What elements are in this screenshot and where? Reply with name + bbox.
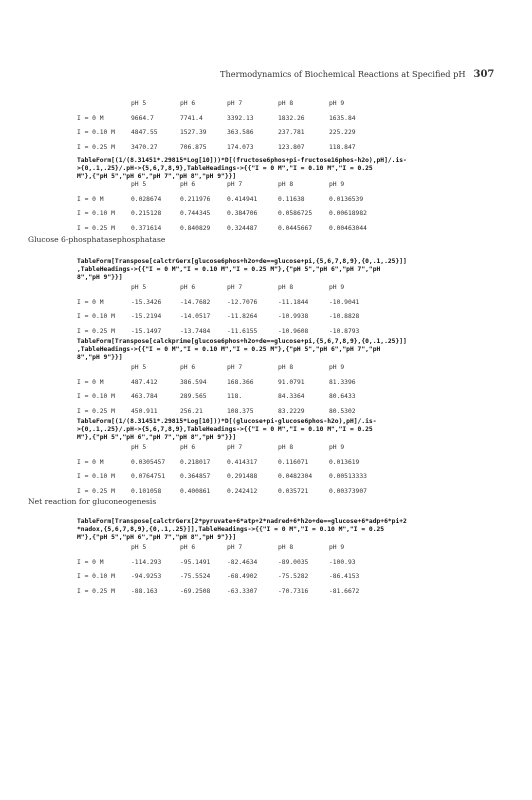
table-cell: 0.0764751 [131,473,166,480]
table-cell: 0.0445667 [278,224,313,232]
table-row [77,560,517,567]
column-header: pH 5 [131,181,147,188]
table-cell: -11.1844 [278,298,309,306]
table-cell: -86.4153 [329,573,360,580]
row-label: I = 0 M [77,195,104,203]
column-header: pH 6 [180,364,196,371]
table-header-row [77,285,517,292]
table-cell: 0.242412 [227,487,258,495]
column-header: pH 6 [180,544,196,551]
table-header-row [77,182,517,189]
table-cell: 174.073 [227,143,254,151]
column-header: pH 8 [278,444,294,451]
table-cell: -11.6155 [227,327,258,335]
result-table-6 [77,545,517,596]
table-row [77,197,517,204]
table-cell: 118.847 [329,143,356,151]
table-header-row [77,101,517,108]
page-number: 307 [473,69,495,80]
table-cell: 91.0791 [278,378,305,386]
row-label: I = 0.25 M [77,487,115,495]
table-cell: 363.586 [227,129,254,136]
table-cell: -10.9041 [329,298,360,306]
table-cell: -14.0517 [180,313,211,320]
command-line: TableForm[(1/(8.31451*.29815*Log[10]))*D[(glucose+pi-glucose6phos-h2o),pH]/.is- [77,418,377,425]
result-table-4 [77,365,517,416]
table-cell: 3470.27 [131,143,158,151]
table-cell: 0.291488 [227,473,258,480]
command-line: M"},{"pH 5","pH 6","pH 7","pH 8","pH 9"}}] [77,534,237,541]
table-cell: -63.3307 [227,587,258,595]
table-cell: -14.7682 [180,298,211,306]
command-block-1 [77,157,517,181]
table-cell: 463.784 [131,393,158,400]
table-cell: -69.2508 [180,587,211,595]
column-header: pH 7 [227,100,243,107]
table-cell: 0.0482304 [278,473,313,480]
table-cell: -70.7316 [278,587,309,595]
table-row [77,574,517,581]
table-cell: 487.412 [131,378,158,386]
table-row [77,314,517,321]
table-cell: 256.21 [180,407,203,415]
column-header: pH 5 [131,544,147,551]
table-cell: 0.00513333 [329,473,367,480]
table-cell: -12.7076 [227,298,258,306]
column-header: pH 5 [131,100,147,107]
column-header: pH 6 [180,181,196,188]
table-cell: -11.8264 [227,313,258,320]
command-line: ,TableHeadings->{{"I = 0 M","I = 0.10 M","I = 0.25 M"},{"pH 5","pH 6","pH 7","pH [77,266,381,273]
table-cell: 1832.26 [278,114,305,122]
row-label: I = 0 M [77,298,104,306]
table-cell: 0.840829 [180,224,211,232]
table-cell: -68.4902 [227,573,258,580]
row-label: I = 0.25 M [77,407,115,415]
table-cell: 0.0305457 [131,458,166,466]
table-row [77,409,517,416]
command-line: TableForm[Transpose[calctrGerx[glucose6phos+h2o+de==glucose+pi,{5,6,7,8,9},{0,.1,.25}]] [77,258,407,265]
table-cell: -75.5282 [278,573,309,580]
table-row [77,489,517,496]
table-cell: 0.364857 [180,473,211,480]
table-cell: 0.101058 [131,487,162,495]
column-header: pH 5 [131,444,147,451]
table-row [77,211,517,218]
table-cell: 80.6433 [329,393,356,400]
command-block-5 [77,518,517,542]
table-cell: 0.00463044 [329,224,367,232]
table-cell: 0.0136539 [329,195,364,203]
table-cell: 0.414941 [227,195,258,203]
result-table-2 [77,182,517,233]
column-header: pH 8 [278,284,294,291]
table-cell: 80.5302 [329,407,356,415]
table-cell: 0.00618982 [329,210,367,217]
row-label: I = 0.25 M [77,587,115,595]
column-header: pH 5 [131,364,147,371]
table-cell: 0.0586725 [278,210,313,217]
column-header: pH 8 [278,181,294,188]
command-line: M"},{"pH 5","pH 6","pH 7","pH 8","pH 9"}}] [77,434,237,441]
table-cell: 3392.13 [227,114,254,122]
column-header: pH 7 [227,284,243,291]
table-cell: 0.744345 [180,210,211,217]
command-line: >{0,.1,.25}/.pH->{5,6,7,8,9},TableHeadings->{{"I = 0 M","I = 0.10 M","I = 0.25 [77,426,373,433]
table-cell: 4847.55 [131,129,158,136]
row-label: I = 0.25 M [77,224,115,232]
command-line: 8","pH 9"}}] [77,274,123,281]
table-cell: 7741.4 [180,114,203,122]
column-header: pH 9 [329,444,345,451]
table-cell: -88.163 [131,587,158,595]
column-header: pH 9 [329,364,345,371]
column-header: pH 6 [180,100,196,107]
row-label: I = 0.10 M [77,129,115,136]
command-block-4 [77,418,517,442]
row-label: I = 0.25 M [77,327,115,335]
table-row [77,226,517,233]
table-cell: -10.9608 [278,327,309,335]
table-cell: -15.1497 [131,327,162,335]
table-cell: 0.11638 [278,195,305,203]
command-line: TableForm[(1/(8.31451*.29815*Log[10]))*D[(fructose6phos+pi-fructose16phos-h2o),pH]/.is- [77,157,407,164]
table-cell: 9664.7 [131,114,154,122]
table-row [77,130,517,137]
table-row [77,116,517,123]
table-row [77,589,517,596]
row-label: I = 0.10 M [77,210,115,217]
section-heading-gluconeogenesis: Net reaction for gluconeogenesis [28,497,157,506]
row-label: I = 0.10 M [77,313,115,320]
table-row [77,394,517,401]
command-block-3 [77,338,517,362]
table-cell: -94.9253 [131,573,162,580]
column-header: pH 8 [278,544,294,551]
command-line: TableForm[Transpose[calctrGerx[2*pyruvate+6*atp+2*nadred+6*h2o+de==glucose+6*adp+6*pi+2 [77,518,407,525]
column-header: pH 9 [329,100,345,107]
table-cell: 84.3364 [278,393,305,400]
table-row [77,329,517,336]
command-line: TableForm[Transpose[calckprime[glucose6phos+h2o+de==glucose+pi,{5,6,7,8,9},{0,.1,.25}]] [77,338,407,345]
command-block-2 [77,258,517,282]
row-label: I = 0 M [77,558,104,566]
table-cell: 0.035721 [278,487,309,495]
table-cell: 168.366 [227,378,254,386]
table-cell: 0.324487 [227,224,258,232]
column-header: pH 5 [131,284,147,291]
table-cell: -10.8793 [329,327,360,335]
table-header-row [77,445,517,452]
table-cell: 118. [227,393,243,400]
row-label: I = 0.10 M [77,473,115,480]
row-label: I = 0.10 M [77,573,115,580]
table-row [77,474,517,481]
result-table-1 [77,101,517,152]
table-cell: 0.371614 [131,224,162,232]
command-line: M"},{"pH 5","pH 6","pH 7","pH 8","pH 9"}}] [77,173,237,180]
table-cell: 83.2229 [278,407,305,415]
table-cell: 0.400861 [180,487,211,495]
column-header: pH 7 [227,544,243,551]
section-heading-glucose-6-phosphatase: Glucose 6-phosphatasephosphatase [28,235,166,244]
table-cell: 0.00373907 [329,487,367,495]
table-cell: -75.5524 [180,573,211,580]
row-label: I = 0 M [77,458,104,466]
column-header: pH 7 [227,181,243,188]
column-header: pH 9 [329,181,345,188]
table-row [77,460,517,467]
column-header: pH 9 [329,284,345,291]
column-header: pH 6 [180,284,196,291]
table-cell: 0.013619 [329,458,360,466]
table-cell: 237.781 [278,129,305,136]
table-cell: -100.93 [329,558,356,566]
command-line: 8","pH 9"}}] [77,354,123,361]
column-header: pH 7 [227,364,243,371]
command-line: >{0,.1,.25}/.pH->{5,6,7,8,9},TableHeadings->{{"I = 0 M","I = 0.10 M","I = 0.25 [77,165,373,172]
table-row [77,300,517,307]
table-cell: 450.911 [131,407,158,415]
table-cell: -81.6672 [329,587,360,595]
table-cell: 0.414317 [227,458,258,466]
column-header: pH 9 [329,544,345,551]
table-cell: 0.384706 [227,210,258,217]
running-title: Thermodynamics of Biochemical Reactions at Specified pH [220,69,466,79]
table-cell: -114.293 [131,558,162,566]
table-cell: 0.211976 [180,195,211,203]
table-cell: -95.1491 [180,558,211,566]
row-label: I = 0.10 M [77,393,115,400]
command-line: ,TableHeadings->{{"I = 0 M","I = 0.10 M","I = 0.25 M"},{"pH 5","pH 6","pH 7","pH [77,346,381,353]
table-cell: -89.0035 [278,558,309,566]
table-header-row [77,365,517,372]
column-header: pH 8 [278,364,294,371]
table-cell: -82.4634 [227,558,258,566]
row-label: I = 0 M [77,114,104,122]
table-cell: -10.9938 [278,313,309,320]
table-cell: 0.028674 [131,195,162,203]
result-table-5 [77,445,517,496]
table-cell: -15.3426 [131,298,162,306]
command-line: *nadox,{5,6,7,8,9},{0,.1,.25}]],TableHeadings->{{"I = 0 M","I = 0.10 M","I = 0.25 [77,526,385,533]
table-cell: 0.218017 [180,458,211,466]
table-cell: -13.7484 [180,327,211,335]
column-header: pH 6 [180,444,196,451]
table-cell: 1635.84 [329,114,356,122]
table-cell: 0.116071 [278,458,309,466]
table-cell: -15.2194 [131,313,162,320]
table-cell: 0.215128 [131,210,162,217]
table-row [77,380,517,387]
table-cell: 225.229 [329,129,356,136]
table-cell: 386.594 [180,378,207,386]
row-label: I = 0.25 M [77,143,115,151]
result-table-3 [77,285,517,336]
table-cell: 81.3396 [329,378,356,386]
table-cell: 108.375 [227,407,254,415]
table-cell: -10.8828 [329,313,360,320]
running-header [220,69,495,80]
column-header: pH 8 [278,100,294,107]
table-cell: 706.875 [180,143,207,151]
table-header-row [77,545,517,552]
table-row [77,145,517,152]
row-label: I = 0 M [77,378,104,386]
table-cell: 123.807 [278,143,305,151]
column-header: pH 7 [227,444,243,451]
table-cell: 289.565 [180,393,207,400]
table-cell: 1527.39 [180,129,207,136]
